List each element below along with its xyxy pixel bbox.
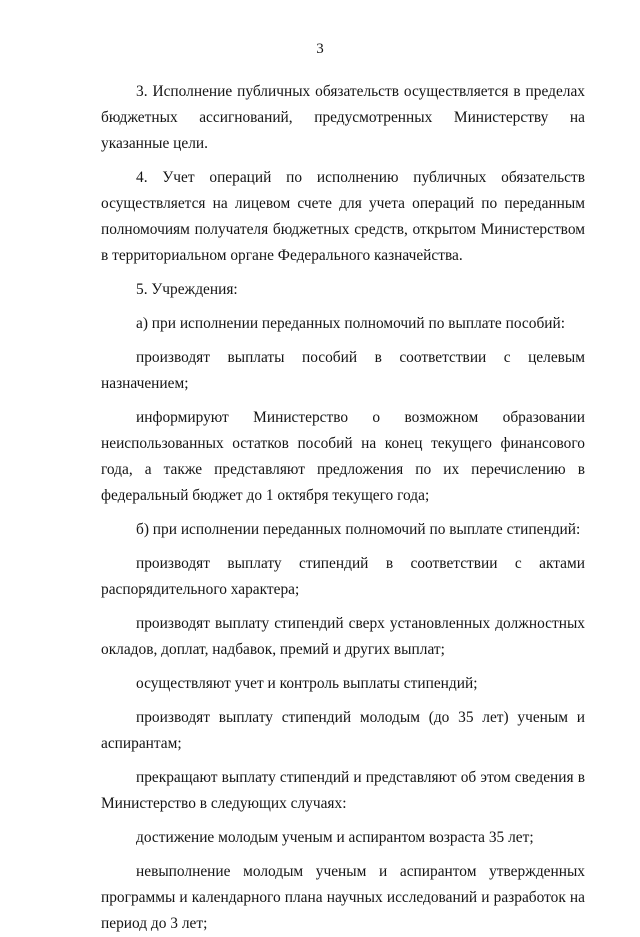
list-item: невыполнение молодым ученым и аспирантом утвержденных программы и календарного плана научных исследований и разработок на период до 3 лет; <box>101 863 585 932</box>
subparagraph-b-heading: б) при исполнении переданных полномочий по выплате стипендий: <box>136 521 581 538</box>
list-item: производят выплату стипендий в соответствии с актами распорядительного характера; <box>101 555 585 598</box>
list-item: производят выплаты пособий в соответствии с целевым назначением; <box>101 349 585 392</box>
list-item: осуществляют учет и контроль выплаты стипендий; <box>136 675 478 692</box>
page-number: 3 <box>316 41 324 57</box>
list-item: производят выплату стипендий сверх установленных должностных окладов, доплат, надбавок, премий и других выплат; <box>101 615 585 658</box>
paragraph-item-5-heading: 5. Учреждения: <box>136 281 238 298</box>
list-item: информируют Министерство о возможном образовании неиспользованных остатков пособий на конец текущего финансового года, а также представляют предложения по их перечислению в федеральный бюджет до 1 октября текущего года; <box>101 409 585 504</box>
paragraph-item-4: 4. Учет операций по исполнению публичных обязательств осуществляется на лицевом счете для учета операций по переданным полномочиям получателя бюджетных средств, открытом Министерством в территориальном органе Федерального казначейства. <box>101 169 585 264</box>
list-item: достижение молодым ученым и аспирантом возраста 35 лет; <box>136 829 534 846</box>
list-item: прекращают выплату стипендий и представляют об этом сведения в Министерство в следующих случаях: <box>101 769 585 812</box>
subparagraph-a-heading: а) при исполнении переданных полномочий по выплате пособий: <box>136 315 566 332</box>
paragraph-item-3: 3. Исполнение публичных обязательств осуществляется в пределах бюджетных ассигнований, предусмотренных Министерству на указанные цели. <box>101 83 585 152</box>
document-body <box>101 79 585 937</box>
list-item: производят выплату стипендий молодым (до 35 лет) ученым и аспирантам; <box>101 709 585 752</box>
